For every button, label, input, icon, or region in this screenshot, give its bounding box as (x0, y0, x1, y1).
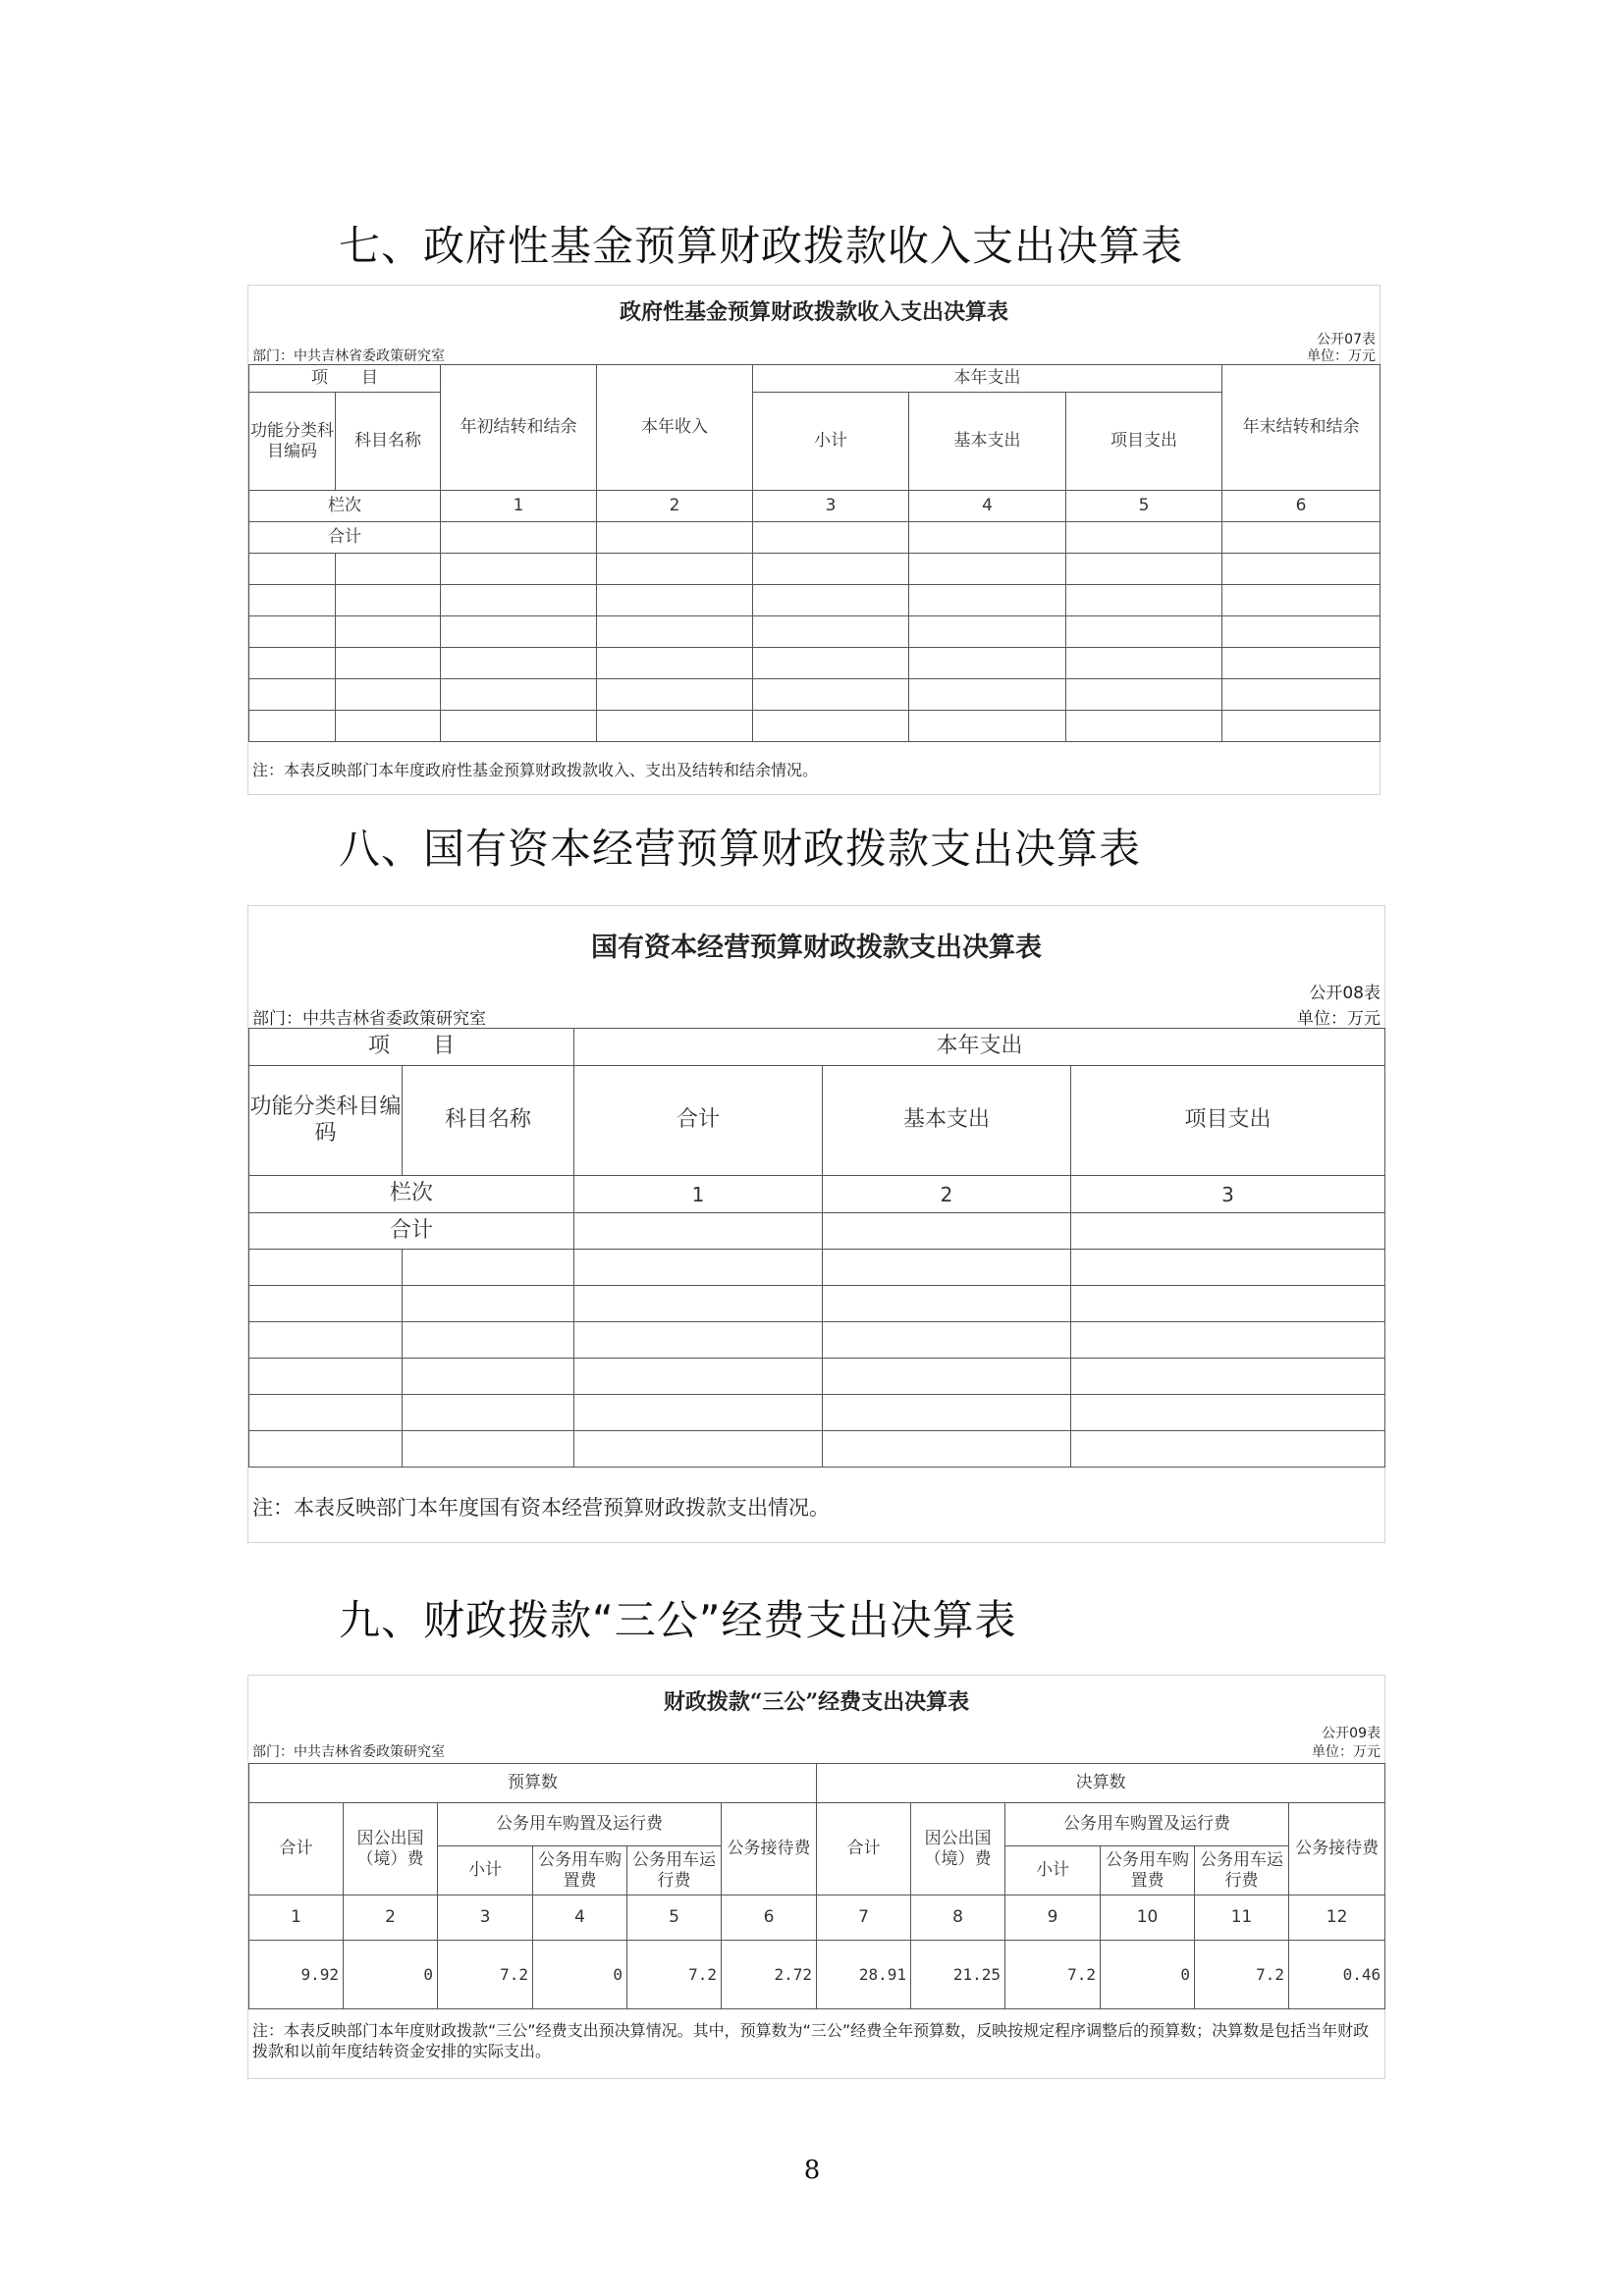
table-08-cell (574, 1213, 823, 1250)
table-09-col-number: 10 (1101, 1896, 1195, 1941)
table-07-header-project: 项 目 (249, 365, 441, 393)
table-07-cell (597, 522, 753, 554)
table-07-code: 公开07表 (1317, 332, 1376, 347)
table-09-header-reception: 公务接待费 (1289, 1803, 1385, 1896)
table-07-unit: 单位：万元 (1307, 348, 1376, 364)
table-08-header-item: 项目支出 (1071, 1066, 1385, 1176)
table-07-col-number: 3 (753, 491, 909, 522)
table-09-note: 注：本表反映部门本年度财政拨款“三公”经费支出预决算情况。其中，预算数为“三公”经费全年预算数，反映按规定程序调整后的预算数；决算数是包括当年财政拨款和以前年度结转资金安排的实际支出。 (252, 2021, 1370, 2060)
table-07-panel (247, 285, 1380, 795)
table-09-value: 0 (1101, 1941, 1195, 2009)
table-08-header-basic: 基本支出 (823, 1066, 1071, 1176)
table-09-value: 28.91 (817, 1941, 911, 2009)
table-07-cell (1066, 522, 1222, 554)
table-row (249, 616, 1380, 648)
table-row (249, 1395, 1385, 1431)
table-07-cell (753, 522, 909, 554)
table-07-col-number: 1 (441, 491, 597, 522)
section-8-heading: 八、国有资本经营预算财政拨款支出决算表 (339, 825, 1142, 873)
table-09-header-total: 合计 (249, 1803, 344, 1896)
table-09-header-total: 合计 (817, 1803, 911, 1896)
table-07-header-item: 项目支出 (1066, 393, 1222, 491)
table-row (249, 1286, 1385, 1322)
table-07-col-number: 4 (909, 491, 1066, 522)
table-07-header-begin: 年初结转和结余 (441, 365, 597, 491)
table-08-header-subject-name: 科目名称 (403, 1066, 574, 1176)
table-07-col-number: 5 (1066, 491, 1222, 522)
table-09-col-number: 1 (249, 1896, 344, 1941)
table-07-cell (441, 522, 597, 554)
table-07-note: 注：本表反映部门本年度政府性基金预算财政拨款收入、支出及结转和结余情况。 (252, 761, 819, 779)
table-09-header-reception: 公务接待费 (722, 1803, 817, 1896)
table-09-header-budget: 预算数 (249, 1764, 817, 1803)
table-08-col-number: 2 (823, 1176, 1071, 1213)
table-row (249, 1250, 1385, 1286)
table-09-col-number: 5 (627, 1896, 722, 1941)
table-09-col-number: 7 (817, 1896, 911, 1941)
table-09-value: 7.2 (1195, 1941, 1289, 2009)
table-row (249, 1359, 1385, 1395)
table-09-value: 0 (344, 1941, 438, 2009)
table-09-panel (247, 1675, 1385, 2079)
section-9-heading: 九、财政拨款“三公”经费支出决算表 (339, 1596, 1017, 1644)
table-09-code: 公开09表 (1322, 1726, 1380, 1741)
table-07-row-column-label: 栏次 (249, 491, 441, 522)
table-09-header-car-buy: 公务用车购置费 (533, 1846, 627, 1896)
table-07-header-income: 本年收入 (597, 365, 753, 491)
table-07-row-total-label: 合计 (249, 522, 441, 554)
table-09-header-final: 决算数 (817, 1764, 1385, 1803)
table-07-cell (1222, 522, 1380, 554)
table-row (249, 1431, 1385, 1468)
table-09-value: 7.2 (438, 1941, 533, 2009)
table-09-header-subtotal: 小计 (438, 1846, 533, 1896)
table-07-cell (909, 522, 1066, 554)
table-08-title: 国有资本经营预算财政拨款支出决算表 (591, 933, 1042, 963)
table-09-header-subtotal: 小计 (1005, 1846, 1101, 1896)
table-08-row-column-label: 栏次 (249, 1176, 574, 1213)
section-7-heading: 七、政府性基金预算财政拨款收入支出决算表 (339, 222, 1184, 270)
table-row (249, 585, 1380, 616)
table-07-header-subtotal: 小计 (753, 393, 909, 491)
table-09-header-car: 公务用车购置及运行费 (438, 1803, 722, 1846)
table-09 (248, 1763, 1385, 2009)
table-09-col-number: 12 (1289, 1896, 1385, 1941)
table-row (249, 711, 1380, 742)
table-08 (248, 1028, 1385, 1468)
table-07-col-number: 2 (597, 491, 753, 522)
table-07-header-basic: 基本支出 (909, 393, 1066, 491)
table-09-header-car-run: 公务用车运行费 (1195, 1846, 1289, 1896)
table-09-col-number: 6 (722, 1896, 817, 1941)
table-08-row-total-label: 合计 (249, 1213, 574, 1250)
table-08-dept: 部门：中共吉林省委政策研究室 (252, 1009, 486, 1029)
table-row (249, 1322, 1385, 1359)
table-08-col-number: 1 (574, 1176, 823, 1213)
table-09-col-number: 9 (1005, 1896, 1101, 1941)
table-09-col-number: 2 (344, 1896, 438, 1941)
table-07-header-subject-name: 科目名称 (336, 393, 441, 491)
table-09-col-number: 4 (533, 1896, 627, 1941)
table-09-value: 0 (533, 1941, 627, 2009)
table-09-title: 财政拨款“三公”经费支出决算表 (663, 1689, 970, 1715)
table-09-value: 0.46 (1289, 1941, 1385, 2009)
table-09-unit: 单位：万元 (1312, 1744, 1380, 1760)
table-07 (248, 364, 1380, 742)
table-09-col-number: 8 (911, 1896, 1005, 1941)
table-07-col-number: 6 (1222, 491, 1380, 522)
table-09-header-car-buy: 公务用车购置费 (1101, 1846, 1195, 1896)
table-07-title: 政府性基金预算财政拨款收入支出决算表 (619, 299, 1008, 325)
table-09-value: 2.72 (722, 1941, 817, 2009)
table-row (249, 679, 1380, 711)
table-09-header-car-run: 公务用车运行费 (627, 1846, 722, 1896)
table-row (249, 1941, 1385, 2009)
table-09-value: 21.25 (911, 1941, 1005, 2009)
table-08-note: 注：本表反映部门本年度国有资本经营预算财政拨款支出情况。 (252, 1496, 830, 1520)
table-08-header-func-code: 功能分类科目编码 (249, 1066, 403, 1176)
table-09-header-abroad: 因公出国（境）费 (911, 1803, 1005, 1896)
table-08-code: 公开08表 (1309, 984, 1380, 1003)
table-09-value: 7.2 (1005, 1941, 1101, 2009)
table-08-col-number: 3 (1071, 1176, 1385, 1213)
table-08-header-total: 合计 (574, 1066, 823, 1176)
table-07-header-end: 年末结转和结余 (1222, 365, 1380, 491)
table-08-cell (1071, 1213, 1385, 1250)
table-09-col-number: 3 (438, 1896, 533, 1941)
table-09-header-car: 公务用车购置及运行费 (1005, 1803, 1289, 1846)
table-08-unit: 单位：万元 (1297, 1009, 1380, 1029)
table-07-header-expense: 本年支出 (753, 365, 1222, 393)
page-number: 8 (803, 2156, 821, 2185)
table-row (249, 554, 1380, 585)
table-08-panel (247, 905, 1385, 1543)
table-09-value: 9.92 (249, 1941, 344, 2009)
table-07-dept: 部门：中共吉林省委政策研究室 (252, 348, 445, 364)
table-07-header-func-code: 功能分类科目编码 (249, 393, 336, 491)
table-08-header-project: 项 目 (249, 1029, 574, 1066)
table-09-dept: 部门：中共吉林省委政策研究室 (252, 1744, 445, 1760)
table-08-header-expense: 本年支出 (574, 1029, 1385, 1066)
table-08-cell (823, 1213, 1071, 1250)
table-row (249, 648, 1380, 679)
table-09-header-abroad: 因公出国（境）费 (344, 1803, 438, 1896)
table-09-value: 7.2 (627, 1941, 722, 2009)
table-09-col-number: 11 (1195, 1896, 1289, 1941)
